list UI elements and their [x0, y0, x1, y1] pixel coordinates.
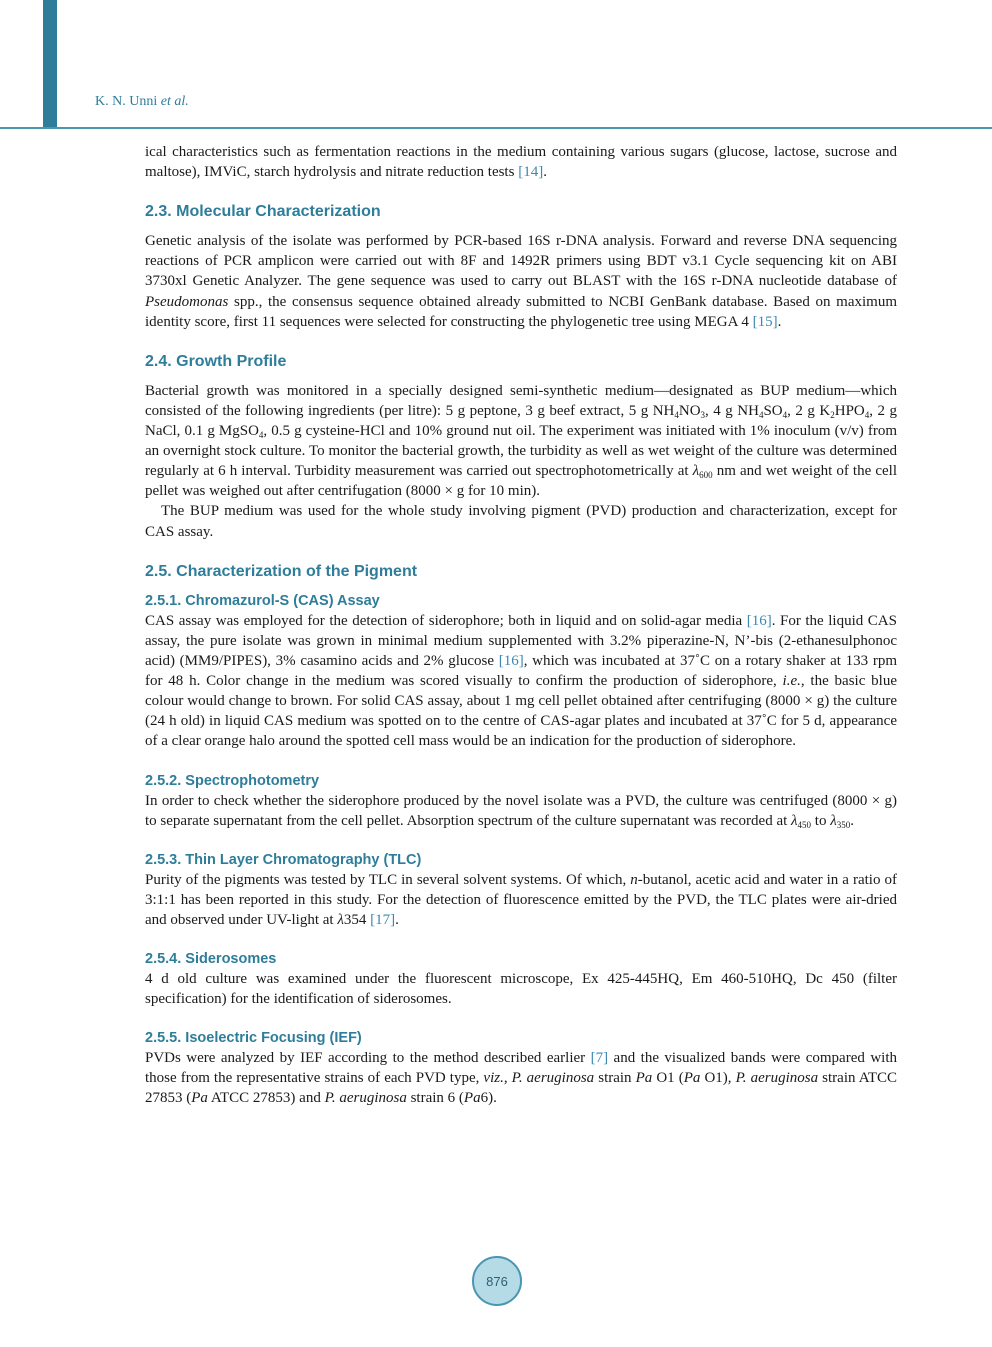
subsection-heading-spectro: 2.5.2. Spectrophotometry	[145, 773, 320, 790]
growth-paragraph-1: Bacterial growth was monitored in a specially designed semi-synthetic medium—designated as BUP medium—which consisted of the following ingredients (per litre): 5 g peptone, 3 g beef extract, 5 g $NH_4NO_3$, 4 g $NH_4SO_4$, 2 g $K_2HPO_4$, 2 g NaCl, 0.1 g MgSO$_4$, 0.5 g cysteine-HCl and 10% ground nut oil. The experiment was initiated with 1% inoculum (v/v) from an overnight stock culture. To monitor the bacterial growth, the turbidity as well as wet weight of the culture was determined regularly at 6 h interval. Turbidity measurement was carried out spectrophotometrically at $\lambda_{600}$ nm and wet weight of the cell pellet was weighed out after centrifugation (8000 × g for 10 min).	[145, 382, 897, 500]
subsection-heading-ief: 2.5.5. Isoelectric Focusing (IEF)	[145, 1030, 362, 1046]
citation-link[interactable]: [16]	[746, 612, 772, 629]
growth-paragraph-2: The BUP medium was used for the whole study involving pigment (PVD) production and characterization, except for CAS assay.	[145, 503, 897, 540]
header-accent-bar	[43, 0, 57, 127]
header-rule	[0, 127, 992, 129]
subsection-heading-cas: 2.5.1. Chromazurol-S (CAS) Assay	[145, 592, 380, 609]
citation-link[interactable]: [16]	[498, 652, 524, 669]
et-al: et al.	[160, 94, 189, 109]
siderosomes-paragraph: 4 d old culture was examined under the fluorescent microscope, Ex 425-445HQ, Em 460-510HQ, Dc 450 (filter specification) for the identification of siderosomes.	[145, 970, 897, 1007]
molecular-paragraph: Genetic analysis of the isolate was performed by PCR-based 16S r-DNA analysis. Forward and reverse DNA sequencing reactions of PCR amplicon were carried out with 8F and 1492R primers using BDT v3.1 Cycle sequencing kit on ABI 3730xl Genetic Analyzer. The gene sequence was used to carry out BLAST with the 16S r-DNA nucleotide database of Pseudomonas spp., the consensus sequence obtained already submitted to NCBI GenBank database. Based on maximum identity score, first 11 sequences were selected for constructing the phylogenetic tree using MEGA 4 [15].	[145, 233, 897, 330]
subsection-heading-siderosomes: 2.5.4. Siderosomes	[145, 950, 277, 967]
ief-paragraph: PVDs were analyzed by IEF according to the method described earlier [7] and the visualized bands were compared with those from the representative strains of each PVD type, viz., P. aeruginosa strain Pa O1 (Pa O1), P. aeruginosa strain ATCC 27853 (Pa ATCC 27853) and P. aeruginosa strain 6 (Pa6).	[145, 1050, 898, 1107]
section-heading-molecular: 2.3. Molecular Characterization	[145, 203, 381, 221]
citation-link[interactable]: [17]	[370, 911, 396, 928]
tlc-paragraph: Purity of the pigments was tested by TLC in several solvent systems. Of which, n-butanol, acetic acid and water in a ratio of 3:1:1 has been reported in this study. For the detection of fluorescence emitted by the PVD, the TLC plates were air-dried and observed under UV-light at λ354 [17].	[145, 871, 897, 928]
citation-link[interactable]: [15]	[752, 313, 778, 330]
article-body	[145, 142, 897, 1108]
spectro-paragraph: In order to check whether the siderophore produced by the novel isolate was a PVD, the culture was centrifuged (8000 × g) to separate supernatant from the cell pellet. Absorption spectrum of the culture supernatant was recorded at $\lambda_{450}$ to $\lambda_{350}$.	[145, 793, 897, 831]
subsection-heading-tlc: 2.5.3. Thin Layer Chromatography (TLC)	[145, 851, 422, 868]
section-heading-pigment: 2.5. Characterization of the Pigment	[145, 562, 418, 580]
citation-link[interactable]: [14]	[518, 164, 544, 181]
running-head	[95, 94, 189, 110]
citation-link[interactable]: [7]	[590, 1050, 609, 1066]
cas-paragraph: CAS assay was employed for the detection of siderophore; both in liquid and on solid-agar media [16]. For the liquid CAS assay, the pure isolate was grown in minimal medium supplemented with 3.2% piperazine-N, N’-bis (2-ethanesulphonoc acid) (MM9/PIPES), 3% casamino acids and 2% glucose [16], which was incubated at 37˚C on a rotary shaker at 133 rpm for 48 h. Color change in the medium was scored visually to confirm the production of siderophore, i.e., the basic blue colour would change to brown. For solid CAS assay, about 1 mg cell pellet obtained after centrifuging (8000 × g) the culture (24 h old) in liquid CAS medium was spotted on to the centre of CAS-agar plates and incubated at 37˚C for 5 d, appearance of a clear orange halo around the spotted cell mass would be an indication for the production of siderophore.	[145, 612, 897, 750]
intro-paragraph: ical characteristics such as fermentation reactions in the medium containing various sugars (glucose, lactose, sucrose and maltose), IMViC, starch hydrolysis and nitrate reduction tests [14].	[145, 144, 897, 181]
page-number-badge: 876	[472, 1256, 522, 1306]
section-heading-growth: 2.4. Growth Profile	[145, 352, 287, 370]
author-name: K. N. Unni	[95, 94, 158, 109]
